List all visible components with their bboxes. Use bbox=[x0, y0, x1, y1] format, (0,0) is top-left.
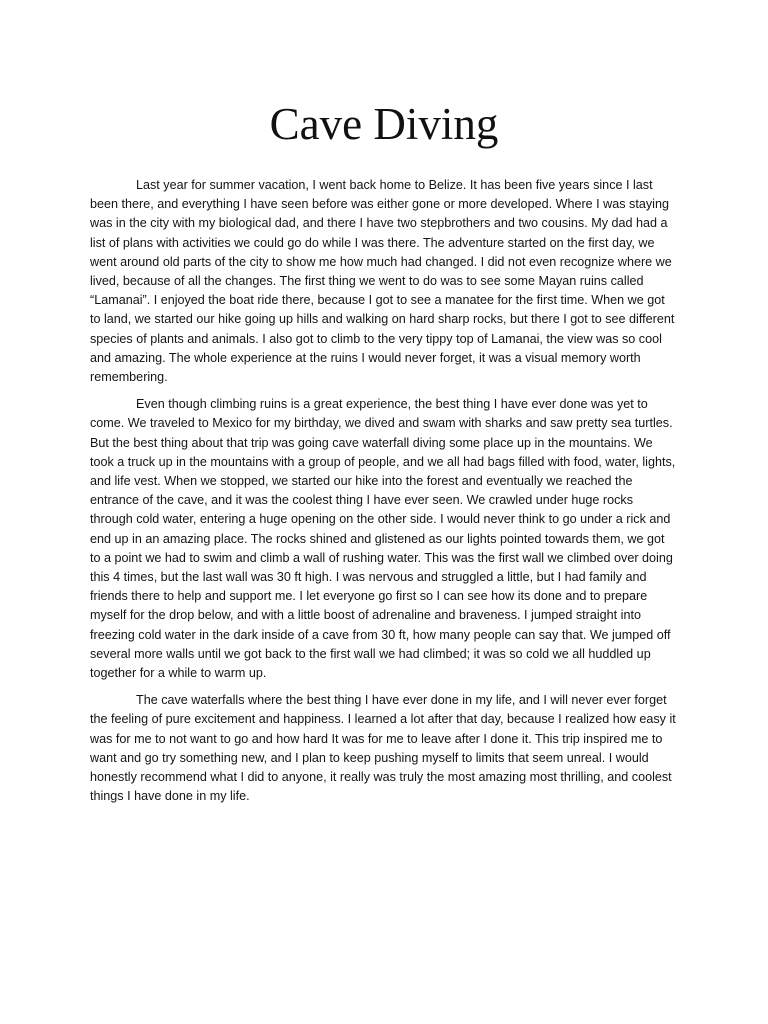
paragraph-2: Even though climbing ruins is a great experience, the best thing I have ever done was yet to come. We traveled to Mexico for my birthday, we dived and swam with sharks and saw pretty sea turtles. But the best thing about that trip was going cave waterfall diving some place up in the mountains. We took a truck up in the mountains with a group of people, and we all had bags filled with food, water, lights, and life vest. When we stopped, we started our hike into the forest and eventually we reached the entrance of the cave, and it was the coolest thing I have ever seen. We crawled under huge rocks through cold water, entering a huge opening on the other side. I would never think to go under a rick and end up in an amazing place. The rocks shined and glistened as our lights pointed towards them, we got to a point we had to swim and climb a wall of rushing water. This was the first wall we climbed over doing this 4 times, but the last wall was 30 ft high. I was nervous and struggled a little, but I had family and friends there to help and support me. I let everyone go first so I can see how its done and to prepare myself for the drop below, and with a little boost of adrenaline and braveness. I jumped straight into freezing cold water in the dark inside of a cave from 30 ft, how many people can say that. We jumped off several more walls until we got back to the first wall we had climbed; it was so cold we all huddled up together for a while to warm up. bbox=[90, 397, 676, 681]
page-title: Cave Diving bbox=[269, 99, 499, 149]
essay-body bbox=[90, 176, 678, 815]
paragraph-3: The cave waterfalls where the best thing I have ever done in my life, and I will never ever forget the feeling of pure excitement and happiness. I learned a lot after that day, because I realized how easy it was for me to not want to go and how hard It was for me to leave after I done it. This trip inspired me to want and go try something new, and I plan to keep pushing myself to limits that seem unreal. I would honestly recommend what I did to anyone, it really was truly the most amazing most thrilling, and coolest things I have done in my life. bbox=[90, 693, 676, 804]
paragraph-1: Last year for summer vacation, I went back home to Belize. It has been five years since I last been there, and everything I have seen before was either gone or more developed. Where I was staying was in the city with my biological dad, and there I have two stepbrothers and two cousins. My dad had a list of plans with activities we could go do while I was there. The adventure started on the first day, we went around old parts of the city to show me how much had changed. I did not even recognize where we lived, because of all the changes. The first thing we went to do was to see some Mayan ruins called “Lamanai”. I enjoyed the boat ride there, because I got to see a manatee for the first time. When we got to land, we started our hike going up hills and walking on hard sharp rocks, but there I got to see different species of plants and animals. I also got to climb to the very tippy top of Lamanai, the view was so cool and amazing. The whole experience at the ruins I would never forget, it was a visual memory worth remembering. bbox=[90, 178, 675, 385]
